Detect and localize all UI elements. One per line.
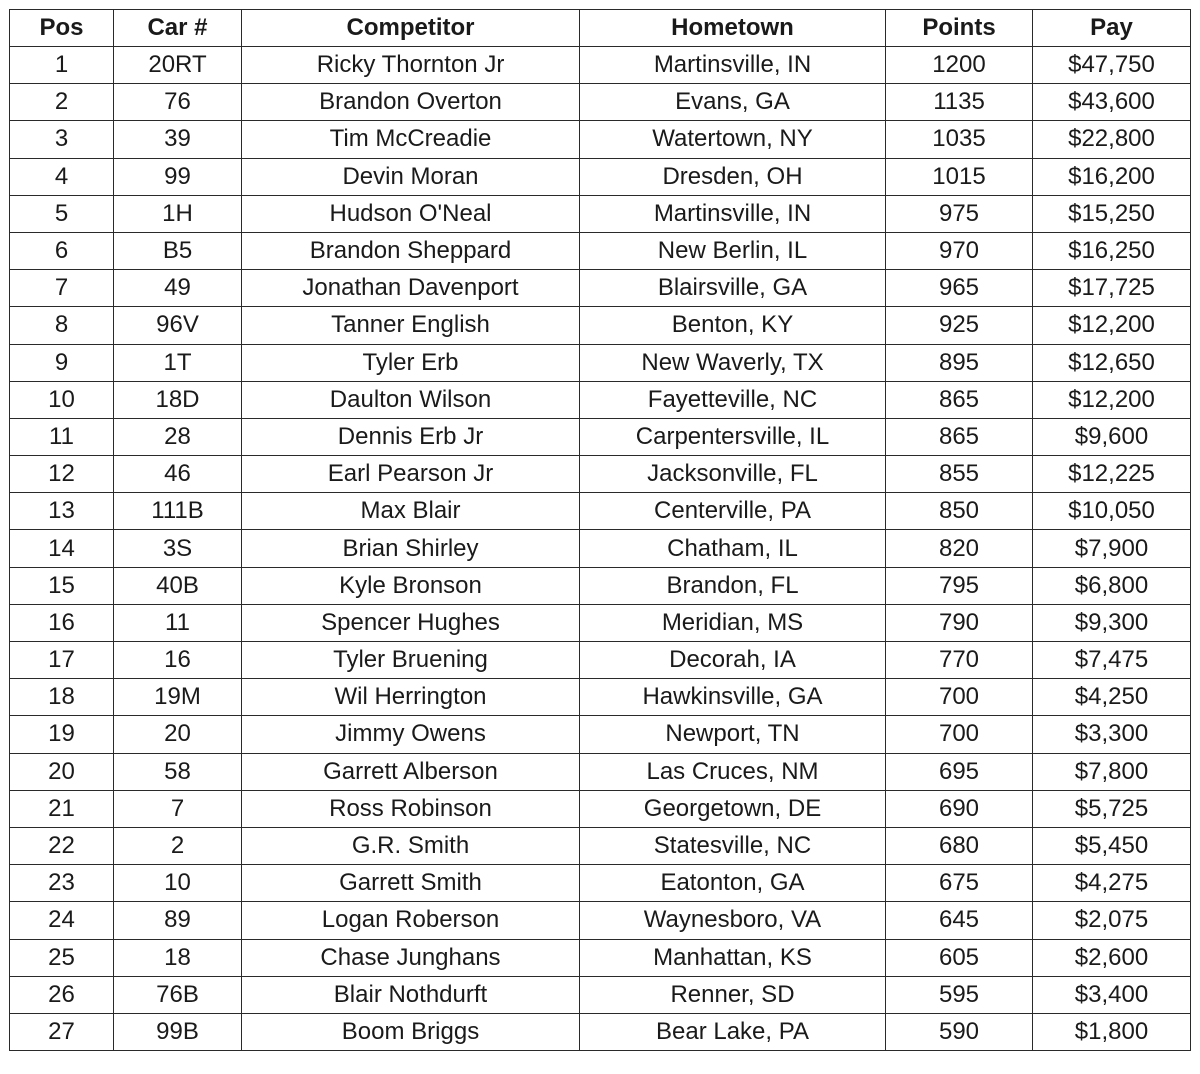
- cell-pay: $6,800: [1033, 567, 1191, 604]
- cell-car: 28: [114, 418, 242, 455]
- cell-hometown: Martinsville, IN: [580, 195, 886, 232]
- cell-pay: $4,275: [1033, 865, 1191, 902]
- cell-points: 820: [886, 530, 1033, 567]
- cell-points: 1035: [886, 121, 1033, 158]
- cell-points: 850: [886, 493, 1033, 530]
- cell-pay: $2,600: [1033, 939, 1191, 976]
- cell-hometown: New Berlin, IL: [580, 232, 886, 269]
- cell-hometown: Eatonton, GA: [580, 865, 886, 902]
- cell-pay: $43,600: [1033, 84, 1191, 121]
- cell-pay: $12,225: [1033, 456, 1191, 493]
- cell-car: 111B: [114, 493, 242, 530]
- table-row: [10, 865, 1191, 902]
- cell-pos: 1: [10, 47, 114, 84]
- table-row: [10, 456, 1191, 493]
- cell-pos: 5: [10, 195, 114, 232]
- cell-car: 39: [114, 121, 242, 158]
- cell-points: 855: [886, 456, 1033, 493]
- cell-points: 680: [886, 827, 1033, 864]
- cell-hometown: Decorah, IA: [580, 642, 886, 679]
- cell-competitor: Ricky Thornton Jr: [242, 47, 580, 84]
- cell-competitor: Jonathan Davenport: [242, 270, 580, 307]
- cell-competitor: Jimmy Owens: [242, 716, 580, 753]
- table-row: [10, 642, 1191, 679]
- column-header-pay: Pay: [1033, 10, 1191, 47]
- cell-points: 790: [886, 604, 1033, 641]
- column-header-points: Points: [886, 10, 1033, 47]
- cell-pos: 7: [10, 270, 114, 307]
- cell-pay: $7,475: [1033, 642, 1191, 679]
- cell-pay: $47,750: [1033, 47, 1191, 84]
- cell-pos: 15: [10, 567, 114, 604]
- cell-pay: $10,050: [1033, 493, 1191, 530]
- cell-competitor: Ross Robinson: [242, 790, 580, 827]
- table-row: [10, 753, 1191, 790]
- cell-car: 96V: [114, 307, 242, 344]
- cell-hometown: Blairsville, GA: [580, 270, 886, 307]
- cell-competitor: Logan Roberson: [242, 902, 580, 939]
- table-row: [10, 493, 1191, 530]
- cell-hometown: Dresden, OH: [580, 158, 886, 195]
- cell-pos: 8: [10, 307, 114, 344]
- cell-car: 49: [114, 270, 242, 307]
- cell-points: 1135: [886, 84, 1033, 121]
- cell-competitor: Wil Herrington: [242, 679, 580, 716]
- cell-points: 770: [886, 642, 1033, 679]
- cell-competitor: Tyler Bruening: [242, 642, 580, 679]
- cell-car: 58: [114, 753, 242, 790]
- cell-pos: 16: [10, 604, 114, 641]
- cell-hometown: Newport, TN: [580, 716, 886, 753]
- cell-pos: 6: [10, 232, 114, 269]
- table-row: [10, 158, 1191, 195]
- cell-points: 695: [886, 753, 1033, 790]
- cell-pos: 10: [10, 381, 114, 418]
- cell-car: 89: [114, 902, 242, 939]
- cell-pos: 23: [10, 865, 114, 902]
- table-row: [10, 604, 1191, 641]
- cell-car: 40B: [114, 567, 242, 604]
- cell-car: 20: [114, 716, 242, 753]
- table-row: [10, 902, 1191, 939]
- cell-pos: 11: [10, 418, 114, 455]
- cell-pos: 21: [10, 790, 114, 827]
- cell-car: 99B: [114, 1013, 242, 1050]
- cell-points: 1200: [886, 47, 1033, 84]
- table-row: [10, 1013, 1191, 1050]
- cell-pos: 14: [10, 530, 114, 567]
- cell-competitor: Hudson O'Neal: [242, 195, 580, 232]
- cell-pos: 4: [10, 158, 114, 195]
- cell-points: 925: [886, 307, 1033, 344]
- cell-competitor: Devin Moran: [242, 158, 580, 195]
- cell-hometown: Jacksonville, FL: [580, 456, 886, 493]
- cell-competitor: Kyle Bronson: [242, 567, 580, 604]
- table-row: [10, 195, 1191, 232]
- cell-points: 700: [886, 716, 1033, 753]
- cell-pos: 17: [10, 642, 114, 679]
- cell-pay: $2,075: [1033, 902, 1191, 939]
- cell-hometown: Chatham, IL: [580, 530, 886, 567]
- cell-hometown: Fayetteville, NC: [580, 381, 886, 418]
- cell-competitor: Tim McCreadie: [242, 121, 580, 158]
- cell-hometown: Brandon, FL: [580, 567, 886, 604]
- cell-points: 970: [886, 232, 1033, 269]
- cell-hometown: Waynesboro, VA: [580, 902, 886, 939]
- cell-pos: 27: [10, 1013, 114, 1050]
- cell-pos: 13: [10, 493, 114, 530]
- cell-pos: 2: [10, 84, 114, 121]
- cell-pay: $9,300: [1033, 604, 1191, 641]
- cell-competitor: Spencer Hughes: [242, 604, 580, 641]
- cell-hometown: Watertown, NY: [580, 121, 886, 158]
- table-row: [10, 381, 1191, 418]
- cell-pay: $3,300: [1033, 716, 1191, 753]
- cell-hometown: Meridian, MS: [580, 604, 886, 641]
- cell-hometown: Carpentersville, IL: [580, 418, 886, 455]
- cell-points: 965: [886, 270, 1033, 307]
- cell-competitor: Blair Nothdurft: [242, 976, 580, 1013]
- cell-competitor: Garrett Smith: [242, 865, 580, 902]
- cell-competitor: Tanner English: [242, 307, 580, 344]
- header-row: [10, 10, 1191, 47]
- table-row: [10, 976, 1191, 1013]
- cell-points: 1015: [886, 158, 1033, 195]
- column-header-pos: Pos: [10, 10, 114, 47]
- table-row: [10, 716, 1191, 753]
- cell-points: 605: [886, 939, 1033, 976]
- cell-hometown: Martinsville, IN: [580, 47, 886, 84]
- table-row: [10, 679, 1191, 716]
- cell-car: 11: [114, 604, 242, 641]
- cell-pos: 12: [10, 456, 114, 493]
- cell-pay: $12,650: [1033, 344, 1191, 381]
- cell-pay: $12,200: [1033, 307, 1191, 344]
- table-row: [10, 344, 1191, 381]
- cell-competitor: Brian Shirley: [242, 530, 580, 567]
- cell-competitor: Boom Briggs: [242, 1013, 580, 1050]
- cell-pay: $12,200: [1033, 381, 1191, 418]
- cell-points: 700: [886, 679, 1033, 716]
- cell-points: 865: [886, 418, 1033, 455]
- cell-competitor: Max Blair: [242, 493, 580, 530]
- cell-pay: $3,400: [1033, 976, 1191, 1013]
- cell-points: 675: [886, 865, 1033, 902]
- cell-hometown: Manhattan, KS: [580, 939, 886, 976]
- cell-car: 76: [114, 84, 242, 121]
- cell-pay: $16,250: [1033, 232, 1191, 269]
- cell-car: 1T: [114, 344, 242, 381]
- cell-hometown: Hawkinsville, GA: [580, 679, 886, 716]
- cell-competitor: Earl Pearson Jr: [242, 456, 580, 493]
- table-body: [10, 47, 1191, 1051]
- cell-car: 3S: [114, 530, 242, 567]
- cell-pos: 25: [10, 939, 114, 976]
- cell-car: 46: [114, 456, 242, 493]
- cell-points: 690: [886, 790, 1033, 827]
- cell-pay: $5,725: [1033, 790, 1191, 827]
- cell-pos: 26: [10, 976, 114, 1013]
- cell-hometown: Evans, GA: [580, 84, 886, 121]
- table-row: [10, 939, 1191, 976]
- cell-pos: 3: [10, 121, 114, 158]
- cell-pay: $4,250: [1033, 679, 1191, 716]
- cell-points: 590: [886, 1013, 1033, 1050]
- cell-pos: 22: [10, 827, 114, 864]
- cell-car: 1H: [114, 195, 242, 232]
- cell-competitor: Brandon Overton: [242, 84, 580, 121]
- cell-competitor: Brandon Sheppard: [242, 232, 580, 269]
- cell-car: 19M: [114, 679, 242, 716]
- cell-hometown: Centerville, PA: [580, 493, 886, 530]
- cell-competitor: Daulton Wilson: [242, 381, 580, 418]
- cell-car: 76B: [114, 976, 242, 1013]
- cell-pay: $15,250: [1033, 195, 1191, 232]
- cell-pay: $5,450: [1033, 827, 1191, 864]
- cell-hometown: Bear Lake, PA: [580, 1013, 886, 1050]
- cell-points: 595: [886, 976, 1033, 1013]
- cell-car: 2: [114, 827, 242, 864]
- cell-pay: $7,900: [1033, 530, 1191, 567]
- cell-pos: 24: [10, 902, 114, 939]
- cell-hometown: Georgetown, DE: [580, 790, 886, 827]
- cell-competitor: Chase Junghans: [242, 939, 580, 976]
- cell-hometown: Renner, SD: [580, 976, 886, 1013]
- cell-pos: 9: [10, 344, 114, 381]
- cell-competitor: Tyler Erb: [242, 344, 580, 381]
- cell-pay: $1,800: [1033, 1013, 1191, 1050]
- cell-pos: 18: [10, 679, 114, 716]
- cell-hometown: Statesville, NC: [580, 827, 886, 864]
- cell-points: 795: [886, 567, 1033, 604]
- cell-points: 895: [886, 344, 1033, 381]
- cell-pay: $9,600: [1033, 418, 1191, 455]
- cell-pay: $22,800: [1033, 121, 1191, 158]
- cell-points: 865: [886, 381, 1033, 418]
- cell-pos: 20: [10, 753, 114, 790]
- table-row: [10, 84, 1191, 121]
- cell-points: 975: [886, 195, 1033, 232]
- column-header-car: Car #: [114, 10, 242, 47]
- cell-car: 99: [114, 158, 242, 195]
- cell-pay: $17,725: [1033, 270, 1191, 307]
- cell-hometown: New Waverly, TX: [580, 344, 886, 381]
- cell-hometown: Las Cruces, NM: [580, 753, 886, 790]
- table-row: [10, 47, 1191, 84]
- standings-table: [9, 9, 1191, 1051]
- cell-competitor: Dennis Erb Jr: [242, 418, 580, 455]
- cell-pay: $7,800: [1033, 753, 1191, 790]
- table-row: [10, 121, 1191, 158]
- cell-car: 18: [114, 939, 242, 976]
- table-row: [10, 270, 1191, 307]
- cell-points: 645: [886, 902, 1033, 939]
- cell-car: 7: [114, 790, 242, 827]
- cell-competitor: Garrett Alberson: [242, 753, 580, 790]
- cell-car: 18D: [114, 381, 242, 418]
- cell-car: 10: [114, 865, 242, 902]
- cell-hometown: Benton, KY: [580, 307, 886, 344]
- cell-pos: 19: [10, 716, 114, 753]
- cell-car: 20RT: [114, 47, 242, 84]
- table-row: [10, 530, 1191, 567]
- table-row: [10, 307, 1191, 344]
- table-row: [10, 790, 1191, 827]
- cell-competitor: G.R. Smith: [242, 827, 580, 864]
- column-header-hometown: Hometown: [580, 10, 886, 47]
- column-header-competitor: Competitor: [242, 10, 580, 47]
- cell-car: 16: [114, 642, 242, 679]
- table-row: [10, 567, 1191, 604]
- table-row: [10, 827, 1191, 864]
- table-row: [10, 418, 1191, 455]
- cell-car: B5: [114, 232, 242, 269]
- cell-pay: $16,200: [1033, 158, 1191, 195]
- table-row: [10, 232, 1191, 269]
